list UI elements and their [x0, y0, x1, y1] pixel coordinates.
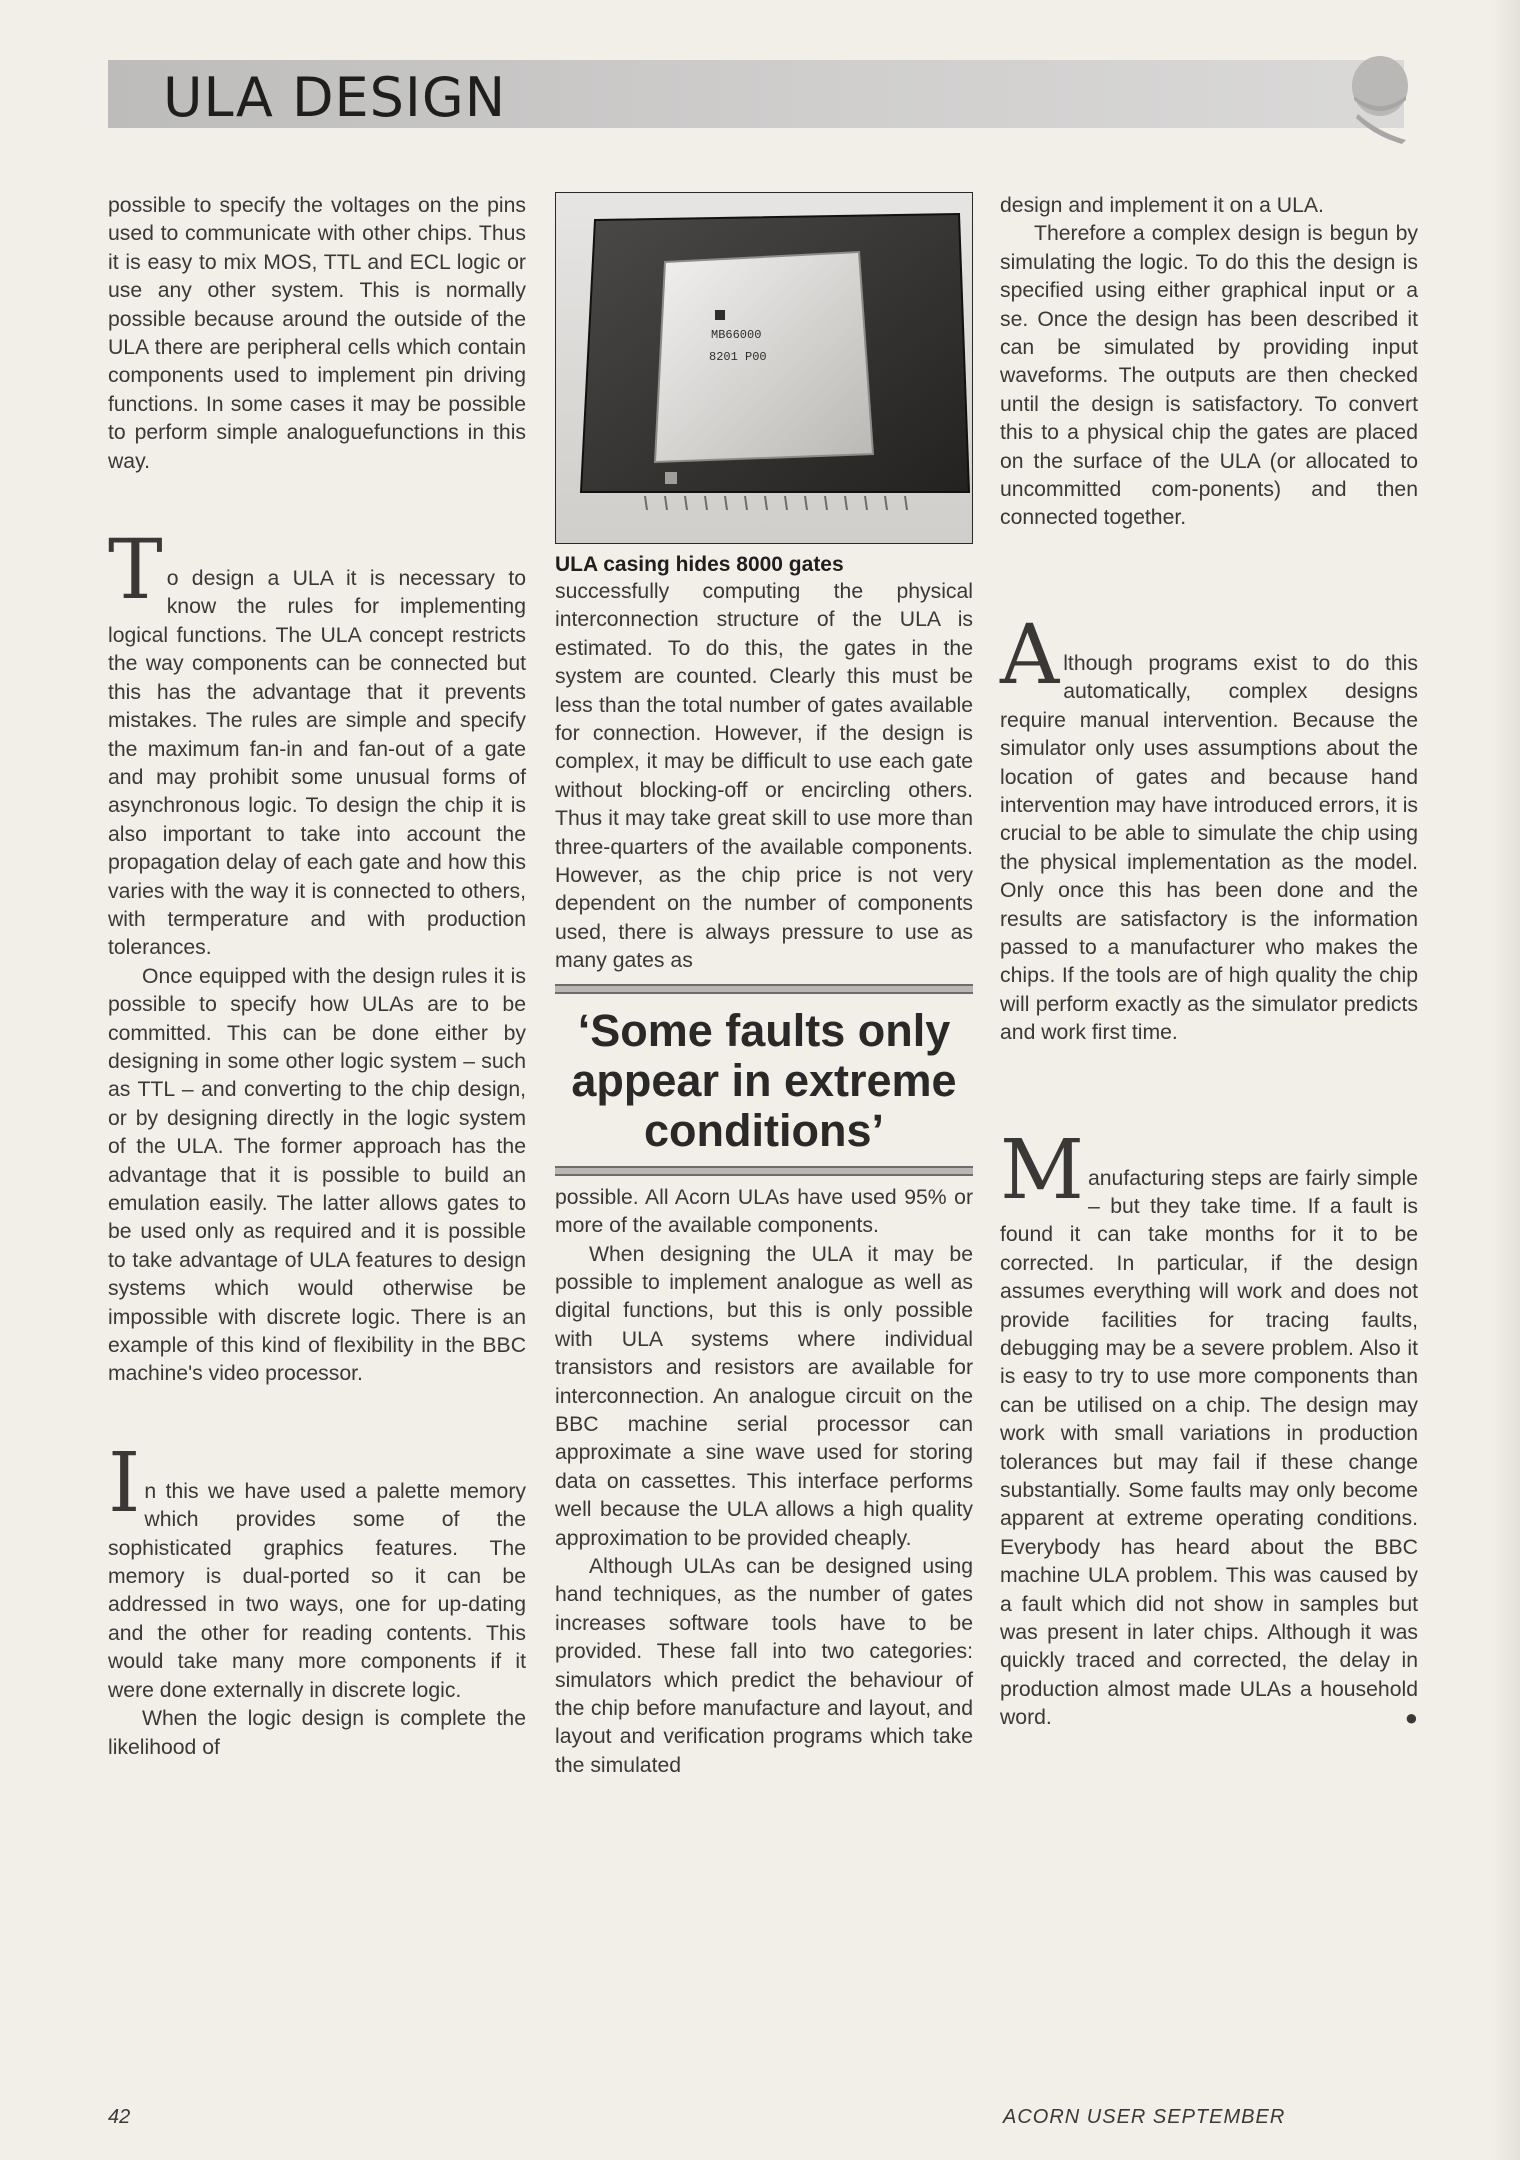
chip-label-1: MB66000: [711, 328, 762, 342]
magazine-footer: ACORN USER SEPTEMBER: [1003, 2106, 1286, 2128]
header-band: [108, 60, 1404, 128]
page-edge-shadow: [1490, 0, 1520, 2160]
dropcap-spacer: [1000, 617, 1418, 650]
paragraph-text: o design a ULA it is necessary to know the rules for implementing logical functions. The ULA concept restricts the way components can be connected but this has the advantage that it prevents mistakes. The rules are simple and specify the maximum fan-in and fan-out of a gate and may prohibit some unusual forms of asynchronous logic. To design the chip it is also important to take into account the propagation delay of each gate and how this varies with the way it is connected to others, with termperature and with production tolerances.: [108, 567, 526, 960]
paragraph-text: anufacturing steps are fairly simple – but they take time. If a fault is found it can take months for it to be corrected. In particular, if the design assumes everything will work and does not provide facilities for tracing faults, debugging may be a severe problem. Also it is easy to try to use more components than can be utilised on a chip. The design may work with small variations in production tolerances but may fail if these change substantially. Some faults may only become apparent at extreme operating conditions. Everybody has heard about the BBC machine ULA problem. This was caused by a fault which did not show in samples but was present in later chips. Although it was quickly traced and corrected, the delay in production almost made ULAs a household word.: [1000, 1166, 1418, 1730]
dropcap-spacer: [108, 532, 526, 565]
pull-quote: [555, 984, 973, 1176]
paragraph-dropcap: [1000, 607, 1418, 1048]
chip-photo: [555, 192, 973, 544]
page-number: 42: [108, 2106, 131, 2128]
paragraph: Once equipped with the design rules it is possible to specify how ULAs are to be committed. This can be done either by designing in some other logic system – such as TTL – and converting to the chip design, or by designing directly in the logic system of the ULA. The former approach has the advantage that it is possible to build an emulation easily. The latter allows gates to be used only as required and it is possible to take advantage of ULA features to design systems which would otherwise be impossible with discrete logic. There is an example of this kind of flexibility in the BBC machine's video processor.: [108, 964, 526, 1386]
paragraph-gap: [1000, 533, 1418, 617]
paragraph-dropcap: [108, 523, 526, 963]
paragraph: Although ULAs can be designed using hand techniques, as the number of gates increases software tools have to be provided. These fall into two categories: simulators which predict the behaviour of the chip before manufacture and layout, and layout and verification programs which take the simulated: [555, 1554, 973, 1777]
pull-quote-rule-top: [555, 984, 973, 994]
drop-cap: M: [1000, 1122, 1084, 1218]
paragraph-text: lthough programs exist to do this automatically, complex designs require manual intervention. Because the simulator only uses assumptions about the location of gates and because hand intervention may have introduced errors, it is crucial to be able to simulate the chip using the physical implementation as the model. Only once this has been done and the results are satisfactory is the information passed to a manufacturer who makes the chips. If the tools are of high quality the chip will perform exactly as the simulator predicts and work first time.: [1000, 651, 1418, 1045]
paragraph-dropcap: [1000, 1122, 1418, 1733]
column-2: [555, 192, 973, 1780]
paragraph-gap: [108, 1389, 526, 1445]
paragraph: possible. All Acorn ULAs have used 95% or more of the available components.: [555, 1185, 973, 1238]
dropcap-spacer: [108, 1445, 526, 1478]
paragraph: design and implement it on a ULA.: [1000, 194, 1324, 217]
fujitsu-logo-icon: [715, 310, 725, 320]
paragraph-dropcap: [108, 1435, 526, 1705]
photo-caption: ULA casing hides 8000 gates: [555, 553, 844, 576]
pull-quote-rule-bottom: [555, 1166, 973, 1176]
paragraph: When designing the ULA it may be possible to implement analogue as well as digital functions, but this is only possible with ULA systems where individual transistors and resistors are available for interconnection. An analogue circuit on the BBC machine serial processor can approximate a sine wave used for storing data on cassettes. This interface performs well because the ULA allows a high quality approximation to be provided cheaply.: [555, 1242, 973, 1550]
end-mark-icon: ●: [1404, 1705, 1418, 1731]
paragraph: possible to specify the voltages on the pins used to communicate with other chips. Thus it is easy to mix MOS, TTL and ECL logic or use any other system. This is normally possible because around the outside of the ULA there are peripheral cells which contain components used to implement pin driving functions. In some cases it may be possible to perform simple analoguefunctions in this way.: [108, 194, 526, 473]
pull-quote-text: ‘Some faults only appear in extreme conditions’: [571, 1004, 957, 1156]
paragraph-text: n this we have used a palette memory which provides some of the sophisticated graphics features. The memory is dual-ported so it can be addressed in two ways, one for up-dating and the other for reading contents. This would take many more components if it were done externally in discrete logic.: [108, 1479, 526, 1702]
column-1: [108, 192, 526, 1762]
acorn-logo-icon: [1348, 52, 1412, 152]
column-3: [1000, 192, 1418, 1733]
drop-cap: T: [108, 523, 163, 619]
page-title: ULA DESIGN: [163, 66, 507, 129]
paragraph: Therefore a complex design is begun by simulating the logic. To do this the design is specified using either graphical input or a se. Once the design has been described it can be simulated by providing input waveforms. The outputs are then checked until the design is satisfactory. To convert this to a physical chip the gates are placed on the surface of the ULA (or allocated to uncommitted com-ponents) and then connected together.: [1000, 222, 1418, 530]
drop-cap: A: [1000, 607, 1060, 703]
chip-label-2: 8201 P00: [709, 350, 767, 364]
paragraph-gap: [108, 476, 526, 532]
paragraph-gap: [1000, 1048, 1418, 1132]
paragraph: When the logic design is complete the likelihood of: [108, 1707, 526, 1759]
drop-cap: I: [108, 1435, 141, 1531]
paragraph: successfully computing the physical interconnection structure of the ULA is estimated. To do this, the gates in the system are counted. Clearly this must be less than the total number of gates available for connection. However, if the design is complex, it may be difficult to use each gate without blocking-off or encircling others. Thus it may take great skill to use more than three-quarters of the available components. However, as the chip price is not very dependent on the number of components used, there is always pressure to use as many gates as: [555, 580, 973, 973]
